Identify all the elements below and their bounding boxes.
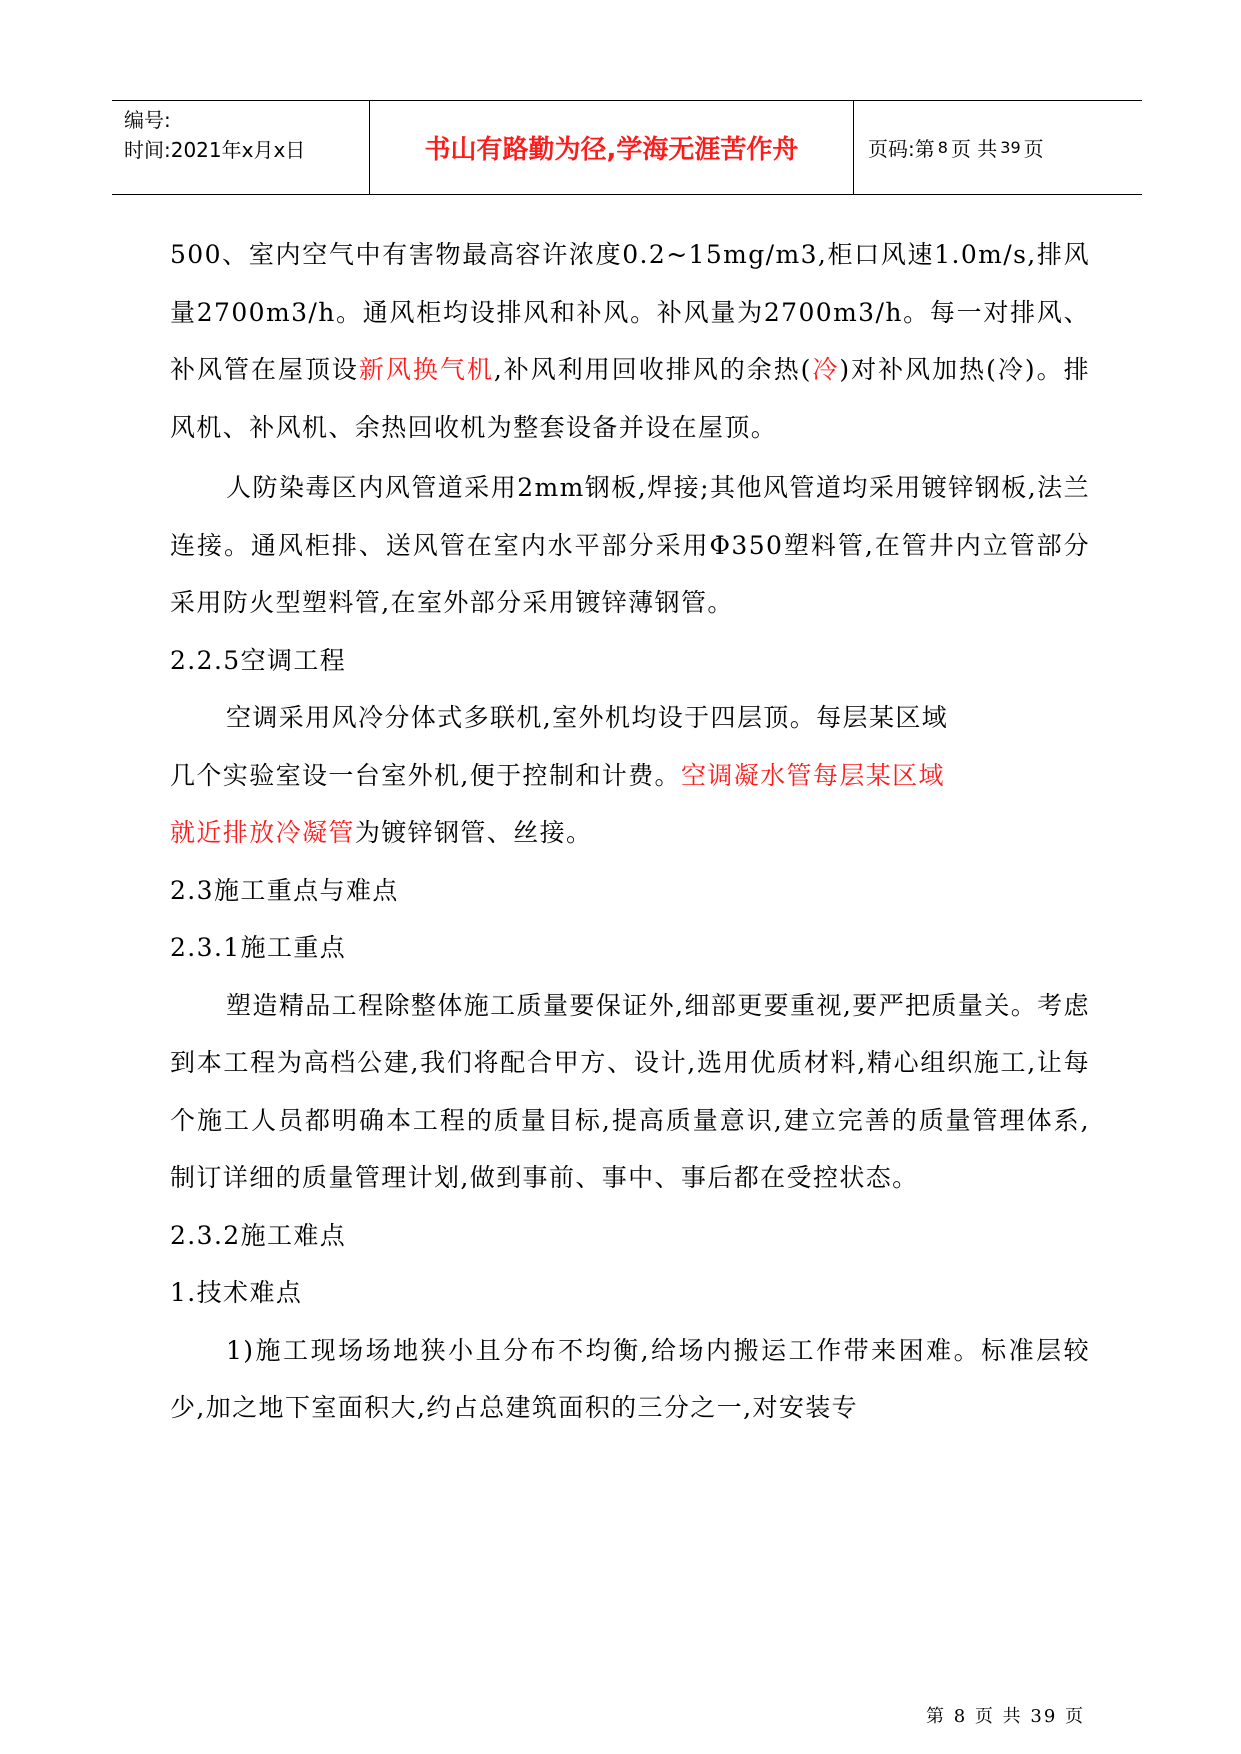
text-run: ,补风利用回收排风的余热(: [493, 355, 812, 384]
paragraph-ac-line3: [170, 804, 1090, 862]
page-prefix: 页码:第: [868, 137, 935, 161]
header-motto: 书山有路勤为径,学海无涯苦作舟: [370, 101, 854, 194]
highlight-text: 就近排放冷凝管: [170, 818, 355, 847]
header-page-info: [854, 101, 1142, 194]
paragraph-key-points: 塑造精品工程除整体施工质量要保证外,细部更要重视,要严把质量关。考虑到本工程为高档公建,我们将配合甲方、设计,选用优质材料,精心组织施工,让每个施工人员都明确本工程的质量目标,提高质量意识,建立完善的质量管理体系,制订详细的质量管理计划,做到事前、事中、事后都在受控状态。: [170, 990, 1090, 1192]
page-footer: 第 8 页 共 39 页: [926, 1706, 1085, 1727]
paragraph-ventilation: [170, 226, 1090, 456]
page-total: 39: [1000, 138, 1021, 157]
page-header: [112, 100, 1142, 195]
heading-2-2-5: 2.2.5空调工程: [170, 645, 347, 675]
page-suffix: 页: [1023, 137, 1044, 161]
paragraph-ac-line2: [170, 747, 1090, 805]
text-run: 500、室内空气中有害物最高容许浓度0.2~15mg/m3,柜口风速1.0m/s,排风量2700m3/h。通风柜均设排风和补风。补风量为2700m3/h。每一对排风、补风管在屋顶设: [170, 240, 1090, 384]
paragraph-site-difficulty: 1)施工现场场地狭小且分布不均衡,给场内搬运工作带来困难。标准层较少,加之地下室面积大,约占总建筑面积的三分之一,对安装专: [170, 1335, 1090, 1422]
highlight-text: 冷: [811, 355, 840, 384]
heading-technical-difficulties: 1.技术难点: [170, 1278, 303, 1307]
heading-2-3-2: 2.3.2施工难点: [170, 1220, 347, 1250]
text-run: 几个实验室设一台室外机,便于控制和计费。: [170, 760, 681, 790]
paragraph-ac-line1: 空调采用风冷分体式多联机,室外机均设于四层顶。每层某区域: [226, 703, 949, 732]
heading-2-3-1: 2.3.1施工重点: [170, 933, 347, 962]
heading-2-3: 2.3施工重点与难点: [170, 875, 399, 905]
page-mid: 页 共: [950, 137, 998, 161]
document-time: 时间:2021年x月x日: [124, 138, 306, 162]
header-meta: [112, 101, 370, 194]
document-body: [170, 226, 1090, 1437]
highlight-text: 空调凝水管每层某区域: [680, 760, 945, 790]
text-run: 为镀锌钢管、丝接。: [354, 818, 593, 847]
paragraph-duct-material: 人防染毒区内风管道采用2mm钢板,焊接;其他风管道均采用镀锌钢板,法兰连接。通风柜排、送风管在室内水平部分采用Φ350塑料管,在管井内立管部分采用防火型塑料管,在室外部分采用镀锌薄钢管。: [170, 473, 1090, 617]
text-run: )对补风加热(冷)。排风机、补风机、余热回收机为整套设备并设在屋顶。: [170, 355, 1090, 442]
document-number-label: 编号:: [124, 108, 171, 132]
page-number: 8: [937, 138, 948, 157]
highlight-text: 新风换气机: [358, 355, 494, 384]
